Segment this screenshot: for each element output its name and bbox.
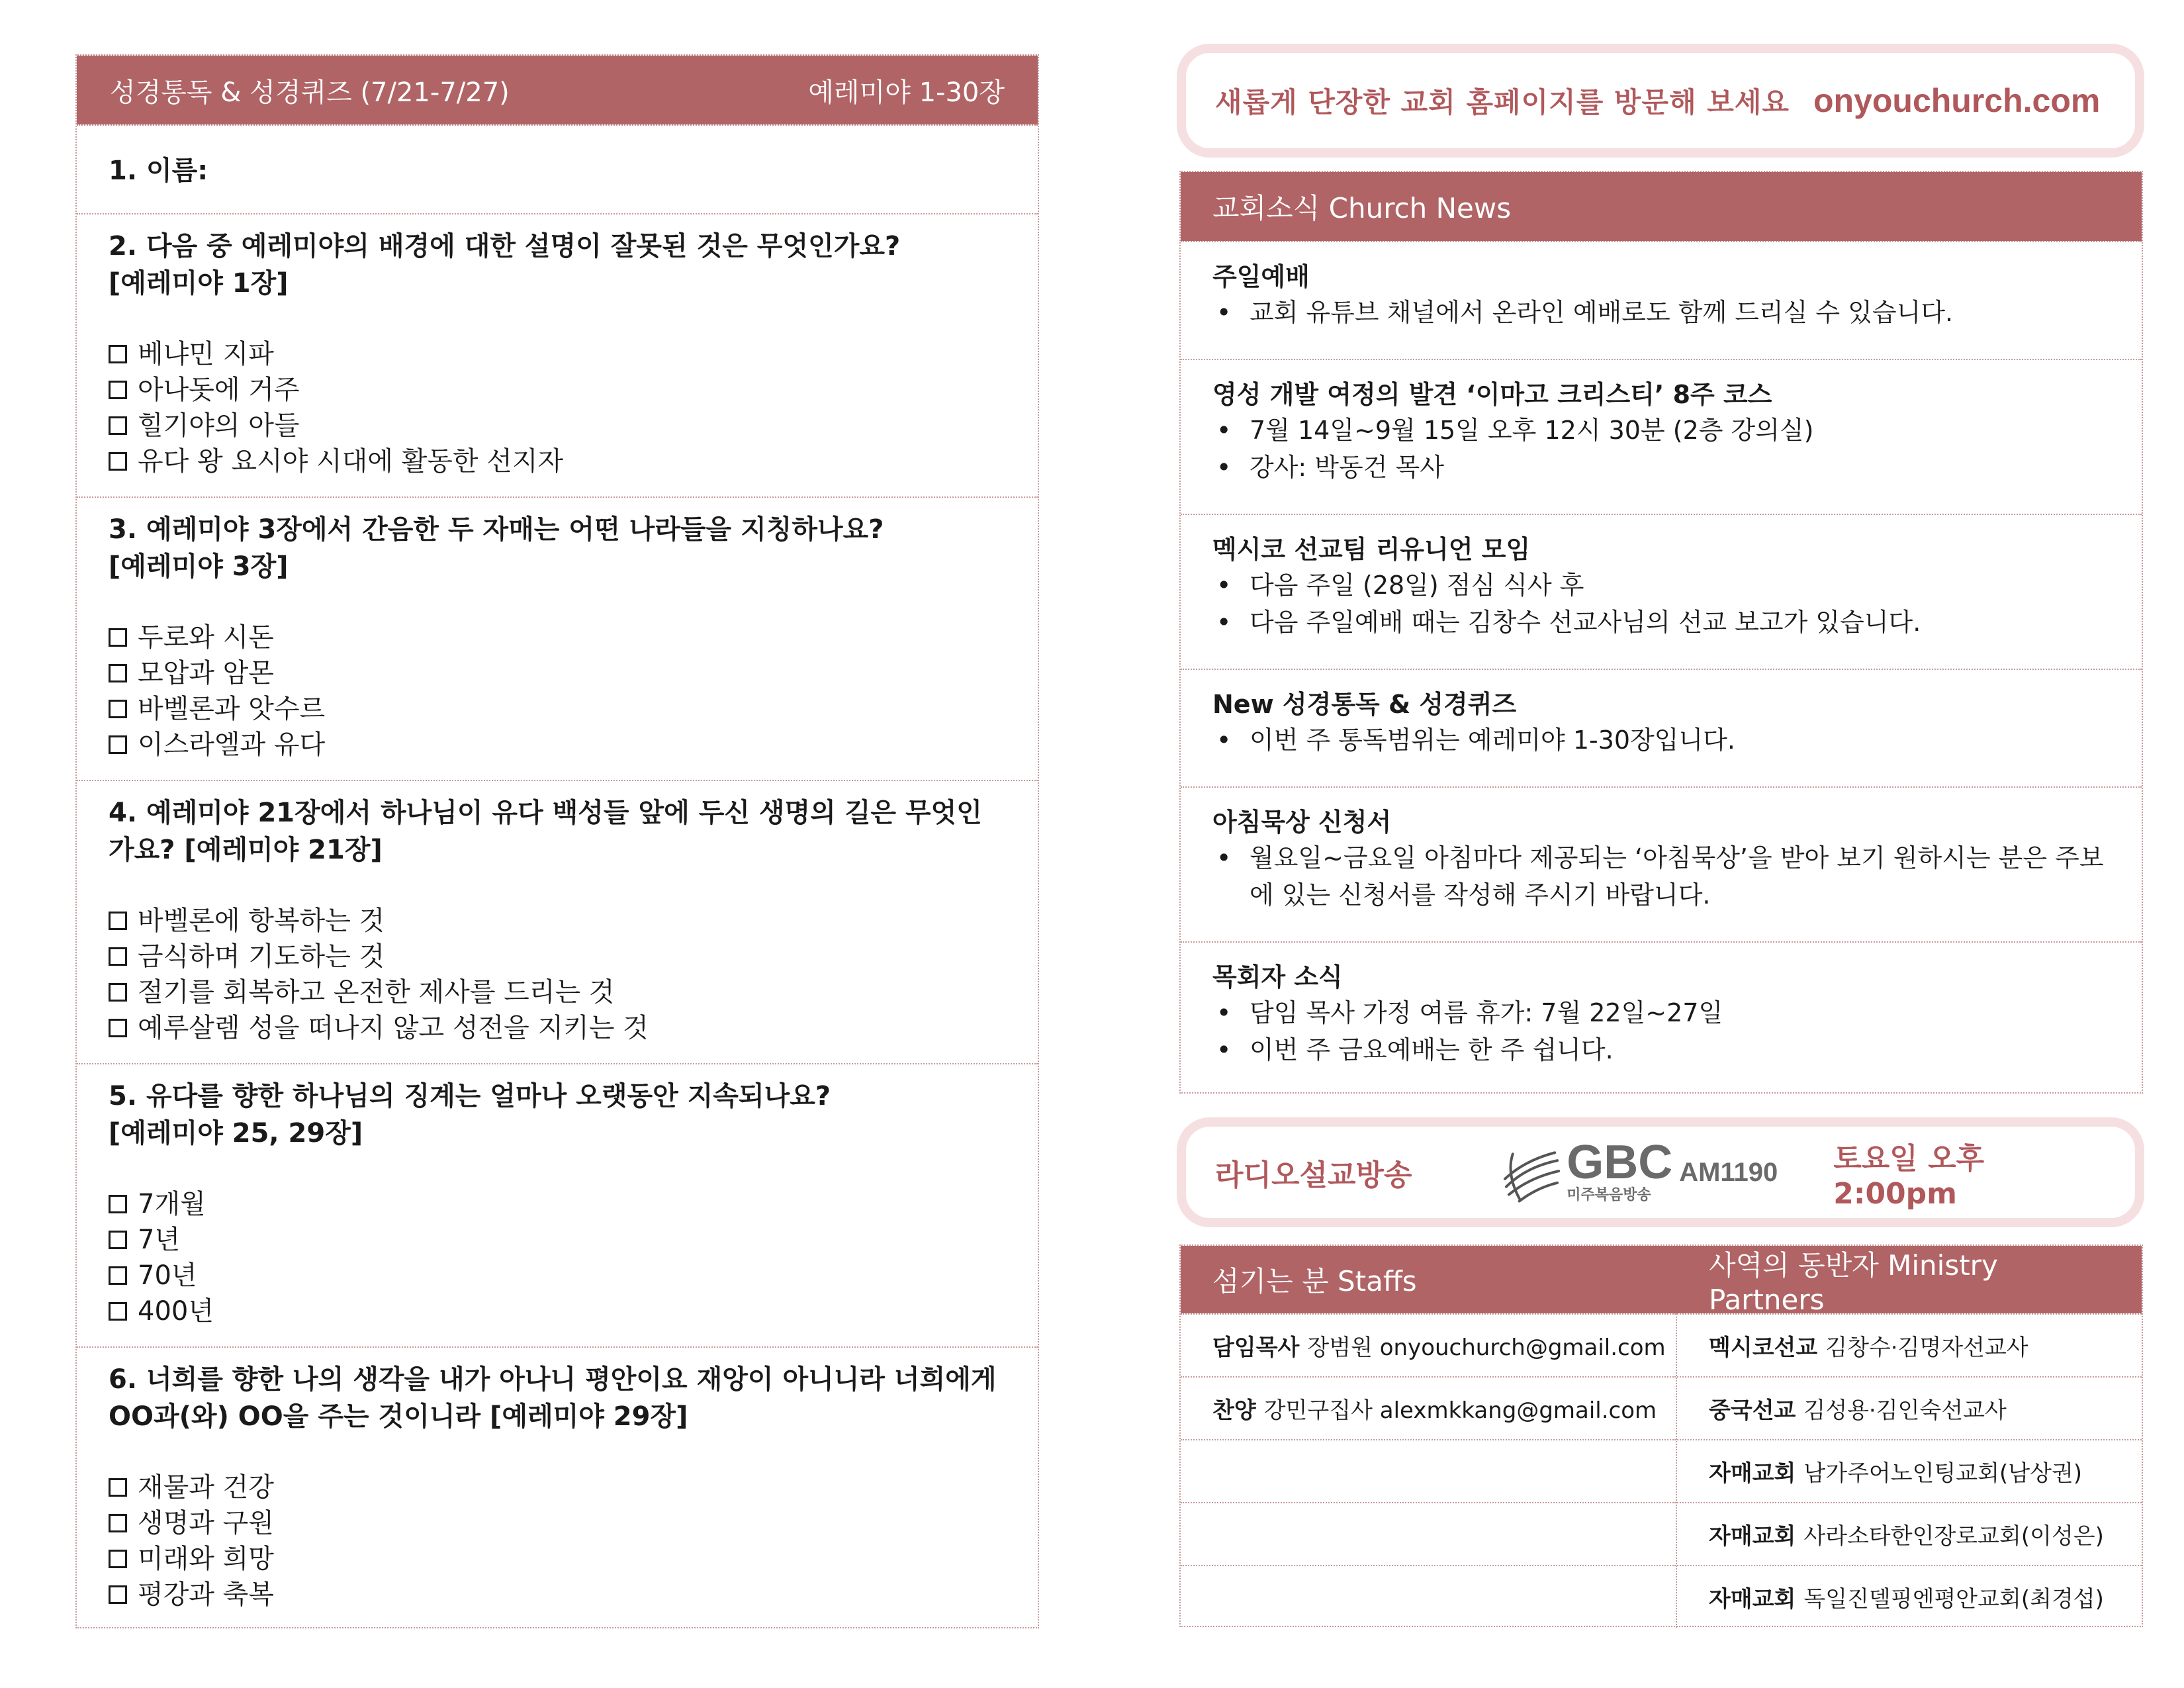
gbc-logo (1500, 1135, 1778, 1204)
option-label: 7년 (138, 1225, 181, 1255)
option-label: 두로와 시돈 (138, 622, 274, 653)
partner-info: 독일진델핑엔평안교회(최경섭) (1803, 1586, 2104, 1613)
partner-row (1677, 1565, 2142, 1628)
option-label: 생명과 구원 (138, 1508, 274, 1538)
option-label: 이스라엘과 유다 (138, 729, 326, 760)
checkbox-icon[interactable] (109, 345, 127, 363)
gbc-logo-subtitle: 미주복음방송 (1567, 1186, 1651, 1203)
radio-time: 토요일 오후 2:00pm (1833, 1141, 1985, 1211)
news-item (1181, 941, 2142, 1092)
checkbox-icon[interactable] (109, 735, 127, 754)
question-ref: [예레미야 25, 29장] (109, 1118, 363, 1149)
website-link[interactable]: onyouchurch.com (1813, 82, 2101, 119)
question-text: 4. 예레미야 21장에서 하나님이 유다 백성들 앞에 두신 생명의 길은 무엇인가요? [예레미야 21장] (109, 798, 982, 865)
news-bullet: • 다음 주일 (28일) 점심 식사 후 (1212, 567, 2110, 604)
partner-role: 자매교회 (1709, 1586, 1796, 1613)
option-label: 바벨론과 앗수르 (138, 694, 326, 724)
news-bullet: • 7월 14일~9월 15일 오후 12시 30분 (2층 강의실) (1212, 412, 2110, 449)
checkbox-icon[interactable] (109, 912, 127, 930)
radio-banner (1177, 1117, 2144, 1227)
checkbox-icon[interactable] (109, 1478, 127, 1497)
question-text: 6. 너희를 향한 나의 생각을 내가 아나니 평안이요 재앙이 아니니라 너희에게 OO과(와) OO을 주는 것이니라 [예레미야 29장] (109, 1364, 997, 1432)
checkbox-icon[interactable] (109, 1302, 127, 1321)
option-checkbox[interactable] (109, 1186, 1006, 1222)
staff-row-empty (1181, 1439, 1676, 1502)
staff-row (1181, 1376, 1676, 1439)
partner-info: 사라소타한인장로교회(이성은) (1803, 1523, 2104, 1550)
partners-heading: 사역의 동반자 Ministry Partners (1709, 1248, 1998, 1316)
news-header: 교회소식 Church News (1181, 172, 2142, 241)
question-ref: [예레미야 1장] (109, 268, 289, 299)
checkbox-icon[interactable] (109, 700, 127, 718)
checkbox-icon[interactable] (109, 1585, 127, 1604)
bible-quiz-panel (75, 54, 1039, 1628)
option-label: 절기를 회복하고 온전한 제사를 드리는 것 (138, 977, 615, 1008)
question-ref: [예레미야 3장] (109, 551, 289, 582)
quiz-question-3 (77, 496, 1038, 780)
staff-role: 담임목사 (1212, 1335, 1300, 1361)
partner-info: 남가주어노인팅교회(남상권) (1803, 1460, 2083, 1487)
checkbox-icon[interactable] (109, 1019, 127, 1037)
staff-table (1179, 1244, 2143, 1627)
quiz-question-5 (77, 1063, 1038, 1346)
quiz-range: 예레미야 1-30장 (808, 77, 1005, 108)
church-news-panel (1179, 171, 2143, 1094)
partner-row (1677, 1439, 2142, 1502)
checkbox-icon[interactable] (109, 628, 127, 647)
checkbox-icon[interactable] (109, 416, 127, 435)
news-bullet: • 이번 주 금요예배는 한 주 쉽니다. (1212, 1031, 2110, 1068)
option-label: 아나돗에 거주 (138, 375, 300, 405)
staff-info: 강민구집사 alexmkkang@gmail.com (1263, 1397, 1657, 1424)
option-label: 예루살렘 성을 떠나지 않고 성전을 지키는 것 (138, 1013, 649, 1043)
staff-row (1181, 1313, 1676, 1376)
staff-role: 찬양 (1212, 1397, 1256, 1424)
staff-row-empty (1181, 1565, 1676, 1628)
news-item (1181, 359, 2142, 514)
news-item-title: 영성 개발 여정의 발견 ‘이마고 크리스티’ 8주 코스 (1212, 380, 1772, 409)
option-checkbox[interactable] (109, 1010, 1006, 1046)
option-checkbox[interactable] (109, 1505, 1006, 1541)
news-bullet: • 다음 주일예배 때는 김창수 선교사님의 선교 보고가 있습니다. (1212, 604, 2110, 641)
news-item-title: 목회자 소식 (1212, 962, 1343, 992)
quiz-question-4 (77, 780, 1038, 1063)
quiz-question-2 (77, 213, 1038, 496)
option-checkbox[interactable] (109, 444, 1006, 479)
checkbox-icon[interactable] (109, 1550, 127, 1568)
option-label: 바벨론에 항복하는 것 (138, 906, 385, 936)
option-checkbox[interactable] (109, 336, 1006, 372)
checkbox-icon[interactable] (109, 664, 127, 682)
radio-frequency: AM1190 (1679, 1157, 1778, 1187)
staff-info: 장범원 onyouchurch@gmail.com (1307, 1335, 1666, 1361)
quiz-title: 성경통독 & 성경퀴즈 (7/21-7/27) (110, 77, 510, 108)
option-checkbox[interactable] (109, 727, 1006, 763)
checkbox-icon[interactable] (109, 947, 127, 966)
news-item-title: 아침묵상 신청서 (1212, 808, 1392, 837)
option-label: 7개월 (138, 1189, 206, 1219)
option-label: 모압과 암몬 (138, 658, 274, 688)
partner-role: 자매교회 (1709, 1460, 1796, 1487)
partner-info: 김성용·김인숙선교사 (1803, 1397, 2007, 1424)
partner-row (1677, 1376, 2142, 1439)
option-checkbox[interactable] (109, 974, 1006, 1010)
option-label: 70년 (138, 1260, 197, 1291)
news-bullet: • 담임 목사 가정 여름 휴가: 7월 22일~27일 (1212, 994, 2110, 1031)
option-checkbox[interactable] (109, 939, 1006, 974)
news-item-title: 멕시코 선교팀 리유니언 모임 (1212, 535, 1531, 564)
question-text: 3. 예레미야 3장에서 간음한 두 자매는 어떤 나라들을 지칭하나요? (109, 514, 884, 545)
partner-row (1677, 1502, 2142, 1565)
option-checkbox[interactable] (109, 372, 1006, 408)
news-item (1181, 241, 2142, 359)
checkbox-icon[interactable] (109, 1514, 127, 1532)
option-label: 재물과 건강 (138, 1472, 274, 1503)
partner-role: 자매교회 (1709, 1523, 1796, 1550)
checkbox-icon[interactable] (109, 1231, 127, 1249)
option-label: 베냐민 지파 (138, 339, 274, 369)
question-text: 2. 다음 중 예레미야의 배경에 대한 설명이 잘못된 것은 무엇인가요? (109, 231, 901, 261)
checkbox-icon[interactable] (109, 983, 127, 1002)
staff-header (1181, 1246, 2142, 1316)
quiz-name-field[interactable] (77, 124, 1038, 213)
quiz-question-6 (77, 1346, 1038, 1627)
option-label: 평강과 축복 (138, 1579, 274, 1610)
news-item-title: 주일예배 (1212, 262, 1310, 291)
staff-row-empty (1181, 1502, 1676, 1565)
news-bullet: • 교회 유튜브 채널에서 온라인 예배로도 함께 드리실 수 있습니다. (1212, 294, 2110, 331)
website-banner (1177, 44, 2144, 158)
name-label: 1. 이름: (109, 156, 208, 186)
partners-column (1677, 1313, 2142, 1628)
staffs-heading: 섬기는 분 Staffs (1212, 1265, 1417, 1297)
checkbox-icon[interactable] (109, 1266, 127, 1285)
option-label: 유다 왕 요시야 시대에 활동한 선지자 (138, 446, 564, 477)
option-checkbox[interactable] (109, 655, 1006, 691)
gbc-logo-text: GBC (1567, 1135, 1673, 1189)
option-checkbox[interactable] (109, 408, 1006, 444)
option-label: 금식하며 기도하는 것 (138, 941, 385, 972)
quiz-header (77, 56, 1038, 124)
option-checkbox[interactable] (109, 903, 1006, 939)
option-checkbox[interactable] (109, 1258, 1006, 1293)
checkbox-icon[interactable] (109, 452, 127, 471)
option-checkbox[interactable] (109, 1541, 1006, 1577)
website-banner-text: 새롭게 단장한 교회 홈페이지를 방문해 보세요 (1215, 86, 1790, 118)
option-label: 힐기야의 아들 (138, 410, 300, 441)
radio-label: 라디오설교방송 (1215, 1158, 1412, 1192)
staffs-column (1181, 1313, 1677, 1628)
option-checkbox[interactable] (109, 620, 1006, 655)
option-checkbox[interactable] (109, 1222, 1006, 1258)
partner-role: 중국선교 (1709, 1397, 1796, 1424)
checkbox-icon[interactable] (109, 381, 127, 399)
news-bullet: • 이번 주 통독범위는 예레미야 1-30장입니다. (1212, 722, 2110, 759)
checkbox-icon[interactable] (109, 1195, 127, 1213)
option-label: 400년 (138, 1296, 214, 1327)
partner-info: 김창수·김명자선교사 (1825, 1335, 2028, 1361)
option-checkbox[interactable] (109, 1293, 1006, 1329)
news-item-title: New 성경통독 & 성경퀴즈 (1212, 690, 1517, 719)
partner-row (1677, 1313, 2142, 1376)
option-label: 미래와 희망 (138, 1544, 274, 1574)
partner-role: 멕시코선교 (1709, 1335, 1818, 1361)
news-item (1181, 669, 2142, 786)
option-checkbox[interactable] (109, 1470, 1006, 1505)
news-item (1181, 514, 2142, 669)
question-text: 5. 유다를 향한 하나님의 징계는 얼마나 오랫동안 지속되나요? (109, 1081, 831, 1111)
option-checkbox[interactable] (109, 1577, 1006, 1613)
news-bullet: • 월요일~금요일 아침마다 제공되는 ‘아침묵상’을 받아 보기 원하시는 분은 주보에 있는 신청서를 작성해 주시기 바랍니다. (1212, 839, 2110, 914)
news-item (1181, 786, 2142, 941)
option-checkbox[interactable] (109, 691, 1006, 727)
news-bullet: • 강사: 박동건 목사 (1212, 449, 2110, 486)
globe-icon (1500, 1141, 1563, 1204)
